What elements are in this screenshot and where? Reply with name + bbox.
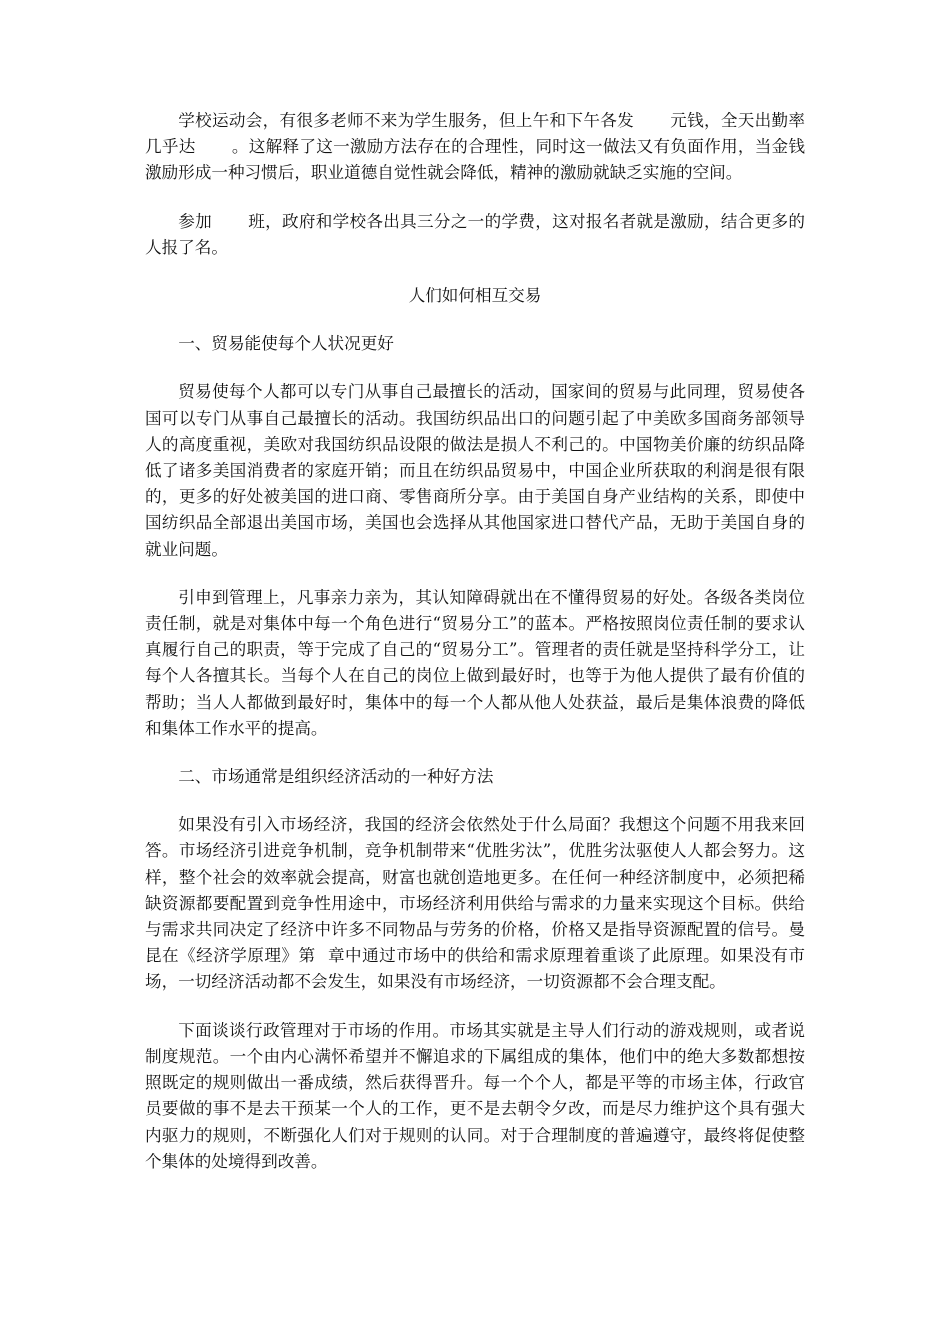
paragraph-sports-meet xyxy=(145,108,805,187)
paragraph-management: 引申到管理上，凡事亲力亲为，其认知障碍就出在不懂得贸易的好处。各级各类岗位责任制，就是对集体中每一个角色进行“贸易分工”的蓝本。严格按照岗位责任制的要求认真履行自己的职责，等于完成了自己的“贸易分工”。管理者的责任就是坚持科学分工，让每个人各擅其长。当每个人在自己的岗位上做到最好时，也等于为他人提供了最有价值的帮助；当人人都做到最好时，集体中的每一个人都从他人处获益，最后是集体浪费的降低和集体工作水平的提高。 xyxy=(145,587,805,738)
paragraph-text: 章中通过市场中的供给和需求原理着重谈了此原理。如果没有市场，一切经济活动都不会发生，如果没有市场经济，一切资源都不会合理支配。 xyxy=(145,946,806,992)
paragraph-text: 如果没有引入市场经济，我国的经济会依然处于什么局面？我想这个问题不用我来回答。市场经济引进竞争机制，竞争机制带来“优胜劣汰”，优胜劣汰驱使人人都会努力。这样，整个社会的效率就会提高，财富也就创造地更多。在任何一种经济制度中，必须把稀缺资源都要配置到竞争性用途中，市场经济利用供给与需求的力量来实现这个目标。供给与需求共同决定了经济中许多不同物品与劳务的价格，价格又是指导资源配置的信号。曼昆在《经济学原理》第 xyxy=(145,815,805,966)
paragraph-tuition xyxy=(145,209,805,261)
paragraph-text: 元钱，全天出勤率几乎达 xyxy=(145,111,806,157)
paragraph-trade-textiles: 贸易使每个人都可以专门从事自己最擅长的活动，国家间的贸易与此同理，贸易使各国可以专门从事自己最擅长的活动。我国纺织品出口的问题引起了中美欧多国商务部领导人的高度重视，美欧对我国纺织品设限的做法是损人不利己的。中国物美价廉的纺织品降低了诸多美国消费者的家庭开销；而且在纺织品贸易中，中国企业所获取的利润是很有限的，更多的好处被美国的进口商、零售商所分享。由于美国自身产业结构的关系，即使中国纺织品全部退出美国市场，美国也会选择从其他国家进口替代产品，无助于美国自身的就业问题。 xyxy=(145,382,805,559)
paragraph-text: 参加 xyxy=(178,211,212,231)
document-page xyxy=(145,108,805,1197)
paragraph-text: 班，政府和学校各出具三分之一的学费，这对报名者就是激励，结合更多的人报了名。 xyxy=(145,211,806,257)
paragraph-text: 。这解释了这一激励方法存在的合理性，同时这一做法又有负面作用，当金钱激励形成一种习惯后，职业道德自觉性就会降低，精神的激励就缺乏实施的空间。 xyxy=(145,137,806,183)
heading-trade: 一、贸易能使每个人状况更好 xyxy=(178,334,394,354)
heading-market: 二、市场通常是组织经济活动的一种好方法 xyxy=(178,767,494,787)
paragraph-administration: 下面谈谈行政管理对于市场的作用。市场其实就是主导人们行动的游戏规则，或者说制度规范。一个由内心满怀希望并不懈追求的下属组成的集体，他们中的绝大多数都想按照既定的规则做出一番成绩，然后获得晋升。每一个个人，都是平等的市场主体，行政官员要做的事不是去干预某一个人的工作，更不是去朝令夕改，而是尽力维护这个具有强大内驱力的规则，不断强化人们对于规则的认同。对于合理制度的普遍遵守，最终将促使整个集体的处境得到改善。 xyxy=(145,1020,805,1171)
paragraph-market-economy xyxy=(145,812,805,995)
paragraph-text: 学校运动会，有很多老师不来为学生服务，但上午和下午各发 xyxy=(178,111,634,130)
section-title: 人们如何相互交易 xyxy=(408,286,542,306)
